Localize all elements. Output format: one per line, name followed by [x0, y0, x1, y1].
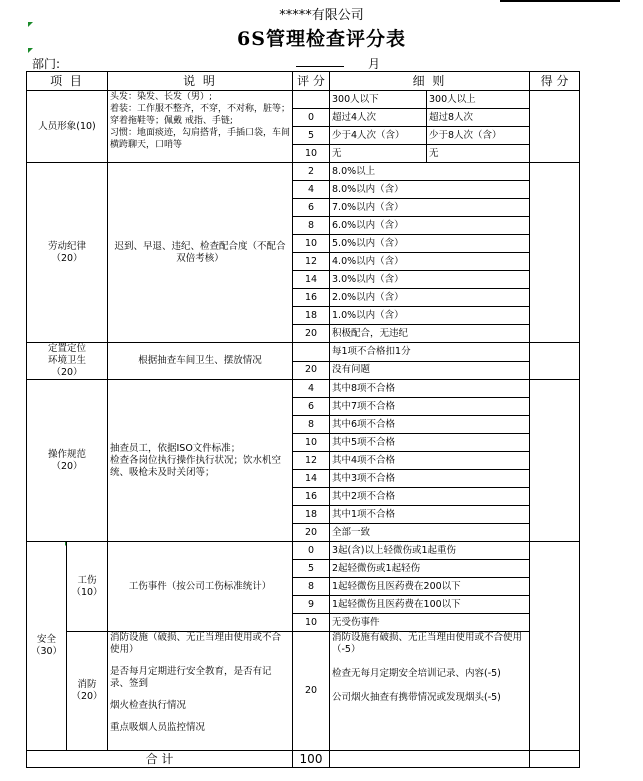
description-injury: 工伤事件（按公司工伤标准统计）	[108, 542, 293, 632]
score-cell: 4	[293, 181, 330, 199]
item-line: 工伤	[77, 574, 97, 586]
item-line: 安全	[36, 634, 56, 645]
total-row	[27, 751, 580, 768]
department-label: 部门:	[32, 57, 61, 71]
rule-line: 检查无每月定期安全培训记录、内容(-5)	[332, 668, 501, 679]
item-line: 操作规范	[47, 448, 86, 460]
score-cell: 0	[293, 542, 330, 560]
rule-header-cell: 300人以下	[330, 91, 427, 109]
item-discipline	[27, 163, 108, 343]
rule-cell: 1.0%以内（含）	[330, 307, 530, 325]
item-line: 环境卫生	[47, 355, 86, 366]
score-cell	[293, 91, 330, 109]
score-cell: 8	[293, 578, 330, 596]
score-cell: 18	[293, 506, 330, 524]
rule-cell: 全部一致	[330, 524, 530, 542]
department-row	[26, 54, 579, 70]
table-row	[27, 632, 580, 751]
description-line: 重点吸烟人员监控情况	[110, 722, 206, 733]
rule-cell: 超过8人次	[427, 109, 530, 127]
score-cell: 16	[293, 289, 330, 307]
rule-line: 消防设施有破损、无正当理由使用或不合使用（-5）	[332, 632, 523, 655]
item-line: （20）	[51, 367, 83, 378]
score-cell: 4	[293, 380, 330, 398]
total-result-cell[interactable]	[530, 751, 580, 768]
rule-cell: 少于4人次（含）	[330, 127, 427, 145]
rule-cell: 无	[427, 145, 530, 163]
rule-cell: 每1项不合格扣1分	[330, 343, 530, 362]
score-cell: 18	[293, 307, 330, 325]
score-cell: 10	[293, 434, 330, 452]
item-line: （20）	[51, 460, 83, 472]
score-cell: 10	[293, 614, 330, 632]
rule-cell: 3起(含)以上轻微伤或1起重伤	[330, 542, 530, 560]
rule-cell: 其中8项不合格	[330, 380, 530, 398]
score-cell: 0	[293, 109, 330, 127]
total-label: 合 计	[27, 751, 293, 768]
rule-cell: 无	[330, 145, 427, 163]
rule-cell: 其中7项不合格	[330, 398, 530, 416]
score-cell: 9	[293, 596, 330, 614]
item-safety	[27, 542, 67, 751]
total-score: 100	[293, 751, 330, 768]
rule-cell-fire	[330, 632, 530, 751]
description-line: 是否每月定期进行安全教育，是否有记录、签到	[110, 666, 272, 689]
result-cell[interactable]	[530, 91, 580, 163]
description-operation	[108, 380, 293, 542]
rule-cell: 无受伤事件	[330, 614, 530, 632]
cropped-header-edge	[500, 0, 620, 2]
rule-cell: 其中3项不合格	[330, 470, 530, 488]
column-header-rules: 细 则	[330, 72, 530, 91]
score-cell: 8	[293, 217, 330, 235]
rule-cell: 其中1项不合格	[330, 506, 530, 524]
header-row	[27, 72, 580, 91]
column-header-score: 评 分	[293, 72, 330, 91]
rule-cell: 少于8人次（含）	[427, 127, 530, 145]
result-cell[interactable]	[530, 163, 580, 343]
rule-cell: 6.0%以内（含）	[330, 217, 530, 235]
description-line: 消防设施（破损、无正当理由使用或不合使用）	[110, 632, 282, 655]
rule-cell: 其中6项不合格	[330, 416, 530, 434]
rule-cell: 积极配合，无违纪	[330, 325, 530, 343]
result-cell[interactable]	[530, 542, 580, 751]
rule-cell: 8.0%以内（含）	[330, 181, 530, 199]
rule-cell: 其中5项不合格	[330, 434, 530, 452]
page-title: 6S管理检查评分表	[237, 28, 406, 50]
rule-cell: 2.0%以内（含）	[330, 289, 530, 307]
score-cell: 20	[293, 325, 330, 343]
table-row	[27, 380, 580, 398]
column-header-item: 项 目	[27, 72, 108, 91]
description-fire	[108, 632, 293, 751]
item-line: 定置定位	[47, 343, 86, 354]
rule-header-cell: 300人以上	[427, 91, 530, 109]
description-appearance	[108, 91, 293, 163]
month-input-line[interactable]	[296, 66, 344, 67]
subitem-fire	[67, 632, 108, 751]
score-table	[26, 71, 580, 768]
description-line: 着装：工作服不整齐，不穿，不对称，脏等；穿着拖鞋等；佩戴 戒指、手链;	[110, 104, 291, 126]
company-name: *****有限公司	[279, 8, 364, 23]
table-row	[27, 163, 580, 181]
score-cell: 10	[293, 235, 330, 253]
score-cell: 8	[293, 416, 330, 434]
score-cell: 20	[293, 632, 330, 751]
rule-cell: 其中4项不合格	[330, 452, 530, 470]
item-operation	[27, 380, 108, 542]
description-discipline: 迟到、早退、违纪、检查配合度（不配合双倍考核）	[108, 163, 293, 343]
description-line: 检查各岗位执行操作执行状况；饮水机空统、吸枪未及时关闭等；	[110, 454, 282, 478]
score-cell: 6	[293, 398, 330, 416]
rule-line: 公司烟火抽查有携带情况或发现烟头(-5)	[332, 692, 501, 703]
cell-marker-icon	[28, 48, 33, 53]
item-line: （20）	[71, 691, 103, 702]
score-cell: 20	[293, 361, 330, 380]
score-cell: 14	[293, 271, 330, 289]
score-cell: 14	[293, 470, 330, 488]
score-cell: 10	[293, 145, 330, 163]
score-cell: 20	[293, 524, 330, 542]
subitem-injury	[67, 542, 108, 632]
score-cell: 2	[293, 163, 330, 181]
rule-cell: 4.0%以内（含）	[330, 253, 530, 271]
rule-cell: 没有问题	[330, 361, 530, 380]
item-line: 劳动纪律	[47, 240, 86, 252]
rule-cell: 1起轻微伤且医药费在200以下	[330, 578, 530, 596]
item-line: 消防	[77, 679, 97, 690]
rule-cell: 8.0%以上	[330, 163, 530, 181]
description-hygiene: 根据抽查车间卫生、摆放情况	[108, 343, 293, 380]
item-line: （10）	[71, 586, 103, 598]
table-row	[27, 542, 580, 560]
item-line: （30）	[30, 646, 63, 657]
score-cell: 12	[293, 452, 330, 470]
score-cell: 5	[293, 560, 330, 578]
score-cell: 6	[293, 199, 330, 217]
score-cell: 16	[293, 488, 330, 506]
result-cell[interactable]	[530, 343, 580, 380]
description-line: 头发：染发、长发（男）;	[110, 92, 213, 102]
column-header-result: 得 分	[530, 72, 580, 91]
rule-cell: 其中2项不合格	[330, 488, 530, 506]
column-header-description: 说 明	[108, 72, 293, 91]
rule-cell: 3.0%以内（含）	[330, 271, 530, 289]
rule-cell: 1起轻微伤且医药费在100以下	[330, 596, 530, 614]
result-cell[interactable]	[530, 380, 580, 542]
score-cell: 12	[293, 253, 330, 271]
cell-marker-icon	[65, 542, 67, 547]
description-line: 抽查员工，依据ISO文件标准；	[110, 442, 241, 454]
score-cell: 5	[293, 127, 330, 145]
rule-cell: 超过4人次	[330, 109, 427, 127]
rule-cell: 5.0%以内（含）	[330, 235, 530, 253]
rule-cell: 2起轻微伤或1起轻伤	[330, 560, 530, 578]
rule-cell: 7.0%以内（含）	[330, 199, 530, 217]
score-cell	[293, 343, 330, 362]
item-line: （20）	[51, 252, 83, 264]
total-rule-cell	[330, 751, 530, 768]
item-hygiene	[27, 343, 108, 380]
table-row	[27, 91, 580, 109]
table-row	[27, 343, 580, 362]
description-line: 烟火检查执行情况	[110, 700, 187, 711]
item-appearance: 人员形象(10)	[27, 91, 108, 163]
description-line: 习惯：地面痰迹，勾肩搭背，手插口袋，车间横跨聊天，口哨等	[110, 128, 291, 150]
month-label: 月	[368, 57, 381, 71]
